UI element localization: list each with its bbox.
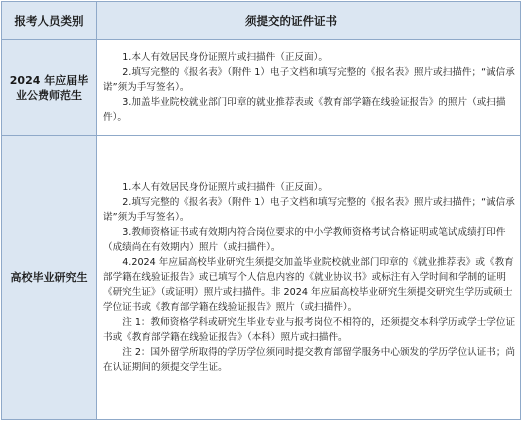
- requirements-cell: [97, 40, 521, 136]
- certificate-requirements-table: [1, 1, 521, 420]
- category-cell: 高校毕业研究生: [2, 136, 97, 420]
- note-item: 注 1：教师资格学科或研究生毕业专业与报考岗位不相符的，还须提交本科学历或学士学位证书或《教育部学籍在线验证报告》（本科）照片或扫描件。: [103, 317, 516, 343]
- requirement-item: 2.填写完整的《报名表》（附件 1）电子文档和填写完整的《报名表》照片或扫描件；“诚信承诺”须为手写签名）。: [103, 67, 515, 93]
- header-certificates: 须提交的证件证书: [97, 2, 521, 40]
- requirement-item: 2.填写完整的《报名表》（附件 1）电子文档和填写完整的《报名表》照片或扫描件；“诚信承诺”须为手写签名）。: [103, 197, 515, 223]
- requirement-item: 1.本人有效居民身份证照片或扫描件（正反面）。: [122, 182, 329, 193]
- header-category: 报考人员类别: [2, 2, 97, 40]
- category-cell: 2024 年应届毕业公费师范生: [2, 40, 97, 136]
- table-row: [2, 40, 521, 136]
- requirement-item: 1.本人有效居民身份证照片或扫描件（正反面）。: [122, 52, 329, 63]
- table-header-row: [2, 2, 521, 40]
- requirement-item: 4.2024 年应届高校毕业研究生须提交加盖毕业院校就业部门印章的《就业推荐表》或《教育部学籍在线验证报告》或已填写个人信息内容的《就业协议书》或标注有入学时间和学制的证明《研究生证》（或证明）照片或扫描件。非 2024 年应届高校毕业研究生须提交研究生学历或硕士学位证书或《教育部学籍在线验证报告》照片（或扫描件）。: [103, 257, 514, 313]
- note-item: 注 2：国外留学所取得的学历学位须同时提交教育部留学服务中心颁发的学历学位认证书；尚在认证期间的须提交学生证。: [103, 347, 516, 373]
- requirement-item: 3.教师资格证书或有效期内符合岗位要求的中小学教师资格考试合格证明或笔试成绩打印件（成绩尚在有效期内）照片（或扫描件）。: [103, 227, 506, 253]
- requirement-item: 3.加盖毕业院校就业部门印章的就业推荐表或《教育部学籍在线验证报告》的照片（或扫描件）。: [103, 97, 506, 123]
- table-row: [2, 136, 521, 420]
- requirements-cell: [97, 136, 521, 420]
